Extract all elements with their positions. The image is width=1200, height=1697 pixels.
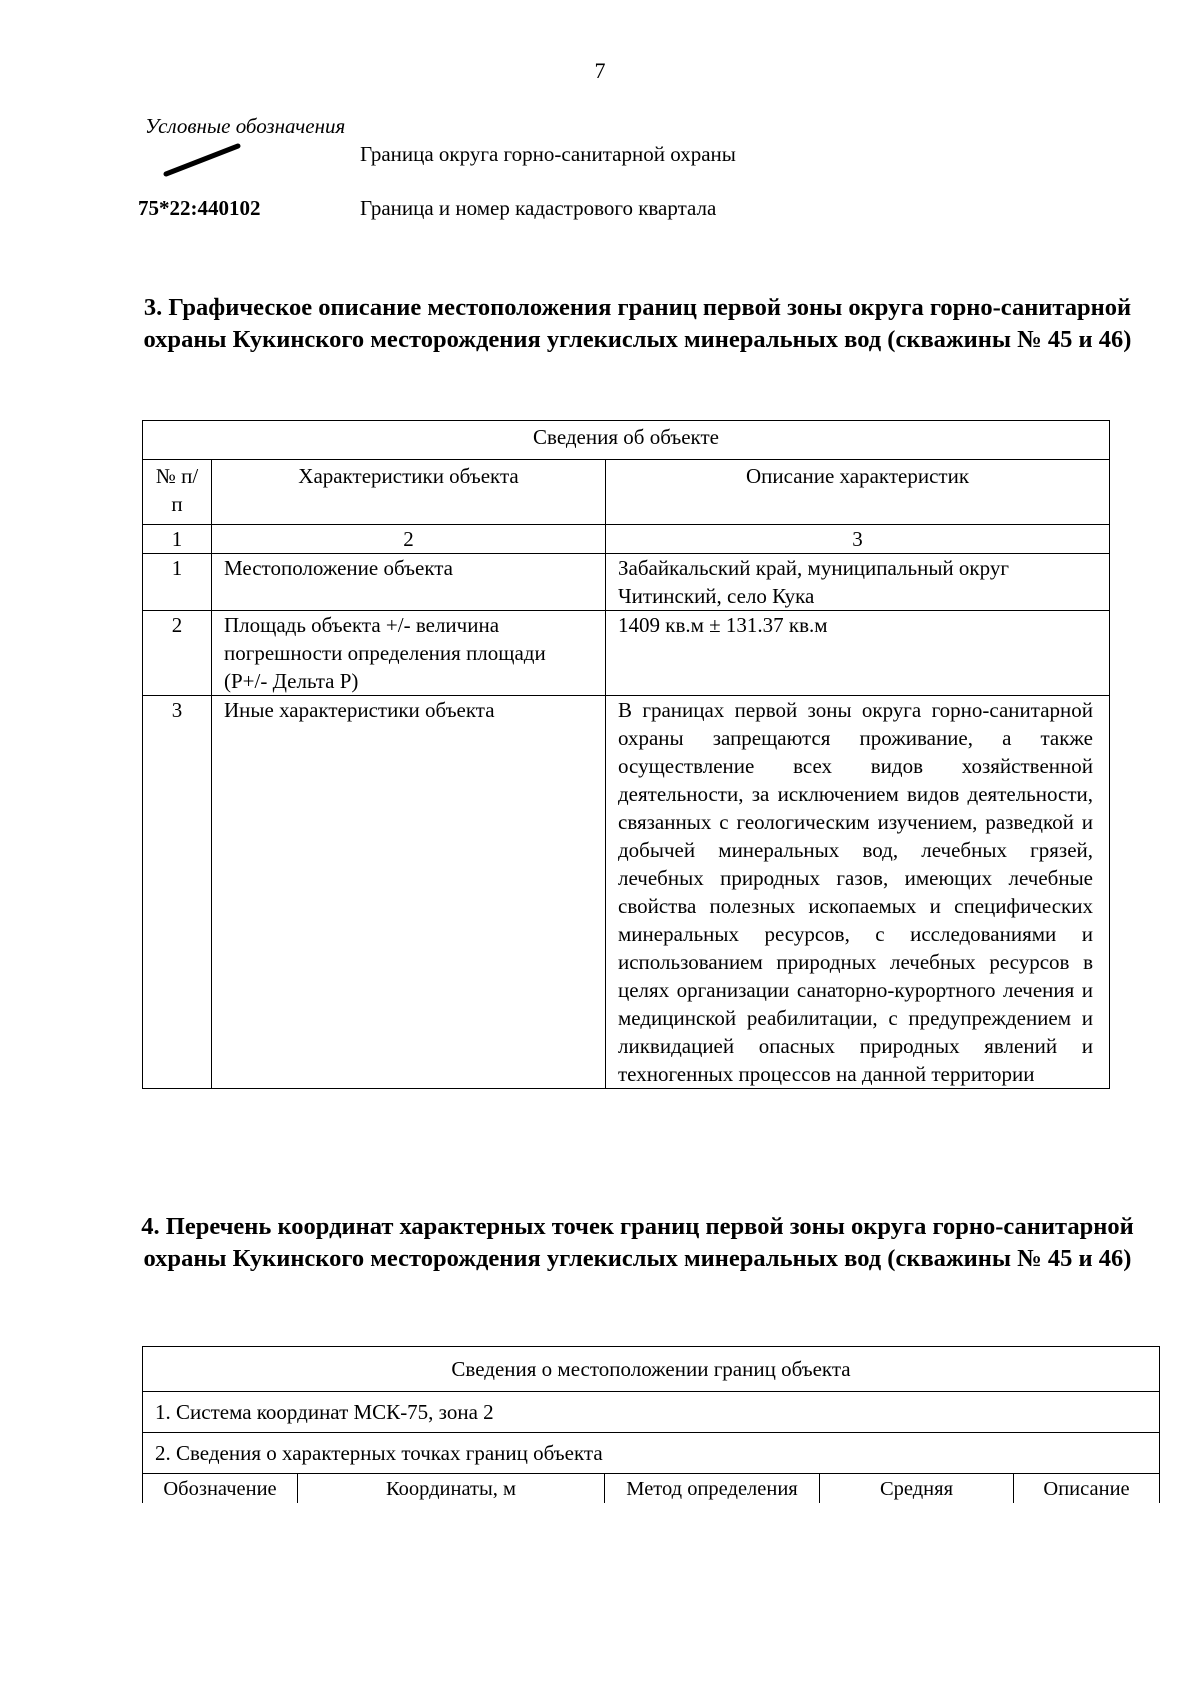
row-desc: В границах первой зоны округа горно-санитарной охраны запрещаются проживание, а также осуществление всех видов хозяйственной деятельности, за исключением видов деятельности, связанных с геологическим изучением, разведкой и добычей минеральных вод, лечебных грязей, лечебных природных газов, имеющих лечебные свойства полезных ископаемых и специфических минеральных ресурсов, с исследованиями и использованием природных лечебных ресурсов в целях организации санаторно-курортного лечения и медицинской реабилитации, с предупреждением и ликвидацией опасных природных явлений и техногенных процессов на данной территории bbox=[606, 696, 1110, 1089]
row-num: 1 bbox=[143, 554, 212, 611]
col-header-method: Метод определения bbox=[605, 1474, 820, 1504]
col-header-description: Описание bbox=[1014, 1474, 1160, 1504]
legend-label-cadastral: Граница и номер кадастрового квартала bbox=[360, 196, 717, 220]
header-num: № п/п bbox=[143, 460, 212, 525]
table-row bbox=[143, 554, 1110, 611]
index-cell: 2 bbox=[212, 525, 606, 554]
section-3-title: 3. Графическое описание местоположения границ первой зоны округа горно-санитарной охраны Кукинского месторождения углекислых минеральных вод (скважины № 45 и 46) bbox=[143, 294, 1132, 353]
table-row bbox=[143, 611, 1110, 696]
table-caption: Сведения об объекте bbox=[143, 421, 1110, 460]
index-cell: 1 bbox=[143, 525, 212, 554]
boundary-location-table bbox=[142, 1346, 1160, 1503]
points-info-row: 2. Сведения о характерных точках границ объекта bbox=[143, 1433, 1160, 1474]
header-description: Описание характеристик bbox=[606, 460, 1110, 525]
legend-cadastral-code: 75*22:440102 bbox=[138, 196, 261, 220]
index-cell: 3 bbox=[606, 525, 1110, 554]
row-name: Площадь объекта +/- величина погрешности определения площади (Р+/- Дельта Р) bbox=[212, 611, 606, 696]
row-num: 3 bbox=[143, 696, 212, 1089]
legend-label-boundary: Граница округа горно-санитарной охраны bbox=[360, 142, 736, 166]
row-name: Иные характеристики объекта bbox=[212, 696, 606, 1089]
row-desc: 1409 кв.м ± 131.37 кв.м bbox=[606, 611, 1110, 696]
object-info-table bbox=[142, 420, 1110, 1089]
row-num: 2 bbox=[143, 611, 212, 696]
table-row bbox=[143, 696, 1110, 1089]
row-desc: Забайкальский край, муниципальный округ Читинский, село Кука bbox=[606, 554, 1110, 611]
legend-title: Условные обозначения bbox=[145, 114, 346, 138]
table-caption: Сведения о местоположении границ объекта bbox=[143, 1347, 1160, 1392]
header-characteristics: Характеристики объекта bbox=[212, 460, 606, 525]
page-number: 7 bbox=[594, 58, 606, 83]
col-header-mean: Средняя bbox=[820, 1474, 1014, 1504]
section-4-title: 4. Перечень координат характерных точек границ первой зоны округа горно-санитарной охраны Кукинского месторождения углекислых минеральных вод (скважины № 45 и 46) bbox=[141, 1213, 1134, 1272]
col-header-coordinates: Координаты, м bbox=[298, 1474, 605, 1504]
row-name: Местоположение объекта bbox=[212, 554, 606, 611]
coordinate-system-row: 1. Система координат МСК-75, зона 2 bbox=[143, 1392, 1160, 1433]
boundary-line-symbol bbox=[162, 140, 242, 180]
col-header-designation: Обозначение bbox=[143, 1474, 298, 1504]
